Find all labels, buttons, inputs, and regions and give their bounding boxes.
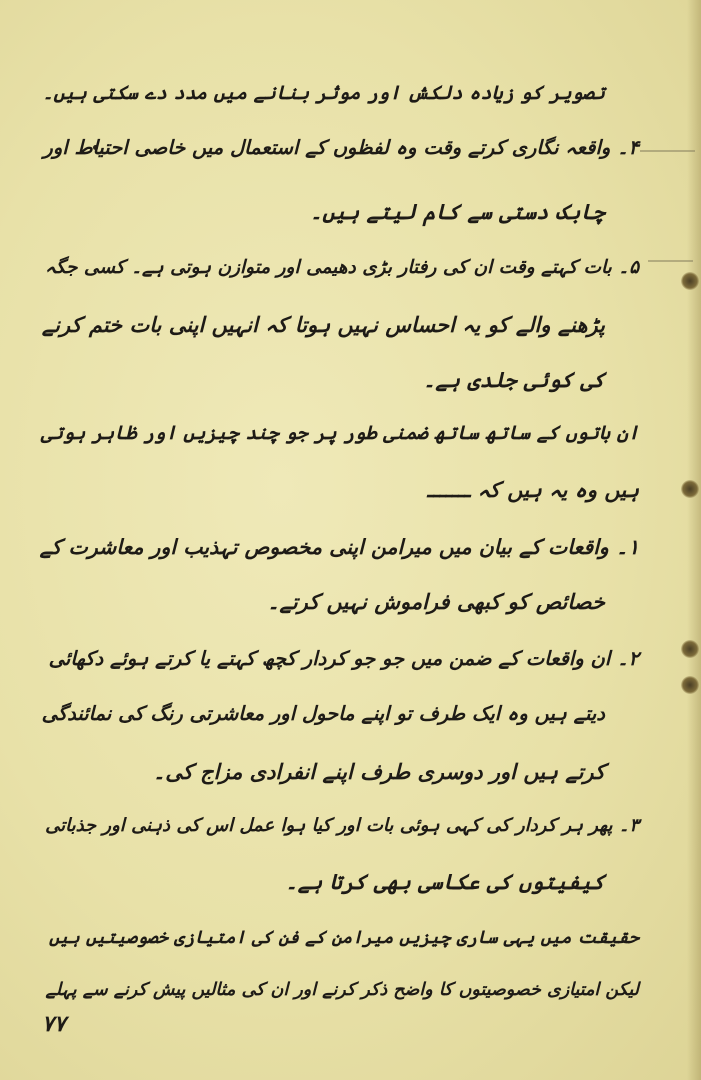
text-line: کرتے ہیں اور دوسری طرف اپنے انفرادی مزاج کی۔ <box>152 760 605 784</box>
text-line: ان باتوں کے ساتھ ساتھ ضمنی طور پر جو چند چیزیں اور ظاہر ہوتی <box>40 422 639 444</box>
text-line: پڑھنے والے کو یہ احساس نہیں ہوتا کہ انہیں اپنی بات ختم کرنے <box>41 313 605 337</box>
binding-hole <box>681 640 699 658</box>
margin-mark <box>640 150 695 152</box>
page-edge-shadow <box>687 0 701 1080</box>
text-line: ۵۔ بات کہتے وقت ان کی رفتار بڑی دھیمی اور متوازن ہوتی ہے۔ کسی جگہ <box>45 257 639 278</box>
binding-hole <box>681 272 699 290</box>
text-line: چابک دستی سے کام لیتے ہیں۔ <box>310 200 605 224</box>
text-line: ۴۔ واقعہ نگاری کرتے وقت وہ لفظوں کے استعمال میں خاصی احتیاط اور <box>43 136 639 159</box>
text-line: خصائص کو کبھی فراموش نہیں کرتے۔ <box>267 590 605 614</box>
margin-mark <box>648 260 693 262</box>
text-line: کی کوئی جلدی ہے۔ <box>423 368 605 392</box>
text-line: دیتے ہیں وہ ایک طرف تو اپنے ماحول اور معاشرتی رنگ کی نمائندگی <box>41 702 605 725</box>
page-number: ۷۷ <box>42 1012 66 1037</box>
binding-hole <box>681 676 699 694</box>
text-line: ۳۔ پھر ہر کردار کی کہی ہوئی بات اور کیا ہوا عمل اس کی ذہنی اور جذباتی <box>45 815 639 836</box>
binding-hole <box>681 480 699 498</box>
text-line: تصویر کو زیادہ دلکش اور موثر بنانے میں مدد دے سکتی ہیں۔ <box>42 82 605 104</box>
text-line: ۱۔ واقعات کے بیان میں میرامن اپنی مخصوص تہذیب اور معاشرت کے <box>39 535 639 559</box>
text-line: لیکن امتیازی خصوصیتوں کا واضح ذکر کرنے اور ان کی مثالیں پیش کرنے سے پہلے <box>45 980 639 1000</box>
text-line: کیفیتوں کی عکاسی بھی کرتا ہے۔ <box>285 870 605 894</box>
text-line: ہیں وہ یہ ہیں کہ ـــــــ <box>427 478 639 502</box>
text-line: حقیقت میں یہی ساری چیزیں میرامن کے فن کی امتیازی خصوصیتیں ہیں <box>49 928 639 948</box>
text-line: ۲۔ ان واقعات کے ضمن میں جو جو کردار کچھ کہتے یا کرتے ہوئے دکھائی <box>48 647 639 670</box>
